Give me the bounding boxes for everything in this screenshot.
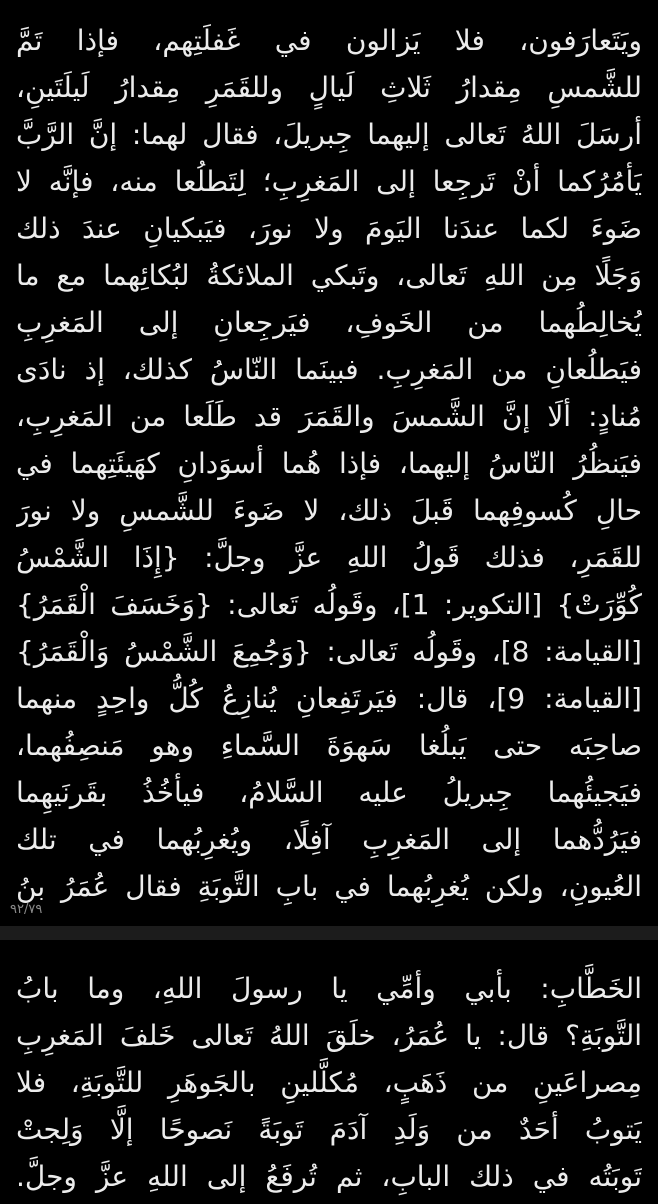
text-line: ويَتَعارَفون، فلا يَزالون في غَفلَتِهم، فإذا تَمَّ (16, 24, 642, 57)
text-line: للشَّمسِ مِقدارُ ثَلاثِ لَيالٍ وللقَمَرِ مِقدارُ لَيلَتَينِ، (16, 71, 642, 104)
text-line: صاحِبَه حتى يَبلُغا سَهوَةَ السَّماءِ وهو مَنصِفُهما، (16, 729, 642, 762)
page-separator (0, 926, 658, 940)
text-line: التَّوبَةِ؟ قال: يا عُمَرُ، خلَقَ اللهُ تَعالى خَلفَ المَغرِبِ (16, 1019, 642, 1052)
text-line: يَأمُرُكما أنْ تَرجِعا إلى المَغرِبِ؛ لِتَطلُعا منه، فإنَّه لا (16, 165, 642, 198)
text-line: كُوِّرَتْ} [التكوير: 1]، وقَولُه تَعالى: {وَخَسَفَ الْقَمَرُ} (16, 588, 642, 621)
text-line: يُخالِطُهما من الخَوفِ، فيَرجِعانِ إلى المَغرِبِ (16, 306, 642, 339)
text-line: العُيونِ، ولكن يُغرِبُهما في بابِ التَّوبَةِ فقال عُمَرُ بنُ (16, 870, 642, 903)
text-line: الخَطَّابِ: بأبي وأمِّي يا رسولَ اللهِ، وما بابُ (16, 972, 642, 1005)
bottom-page[interactable] (0, 940, 658, 1200)
text-line: [القيامة: 8]، وقَولُه تَعالى: {وَجُمِعَ الشَّمْسُ وَالْقَمَرُ} (16, 635, 642, 668)
text-line: للقَمَرِ، فذلك قَولُ اللهِ عزَّ وجلَّ: {إِذَا الشَّمْسُ (16, 541, 642, 574)
text-line: حالِ كُسوفِهما قَبلَ ذلك، لا ضَوءَ للشَّمسِ ولا نورَ (16, 494, 642, 527)
text-line: تَوبَتُه في ذلك البابِ، ثم تُرفَعُ إلى اللهِ عزَّ وجلَّ. (16, 1160, 642, 1193)
text-line: وَجَلًا مِن اللهِ تَعالى، وتَبكي الملائكةُ لبُكائِهما مع ما (16, 259, 642, 292)
text-line: فيَطلُعانِ من المَغرِبِ. فبينَما النّاسُ كذلك، إذ نادَى (16, 353, 642, 386)
page-number: ٩٢/٧٩ (10, 902, 43, 917)
text-line: [القيامة: 9]، قال: فيَرتَفِعانِ يُنازِعُ كُلُّ واحِدٍ منهما (16, 682, 642, 715)
text-line: مِصراعَينِ من ذَهَبٍ، مُكلَّلينِ بالجَوهَرِ للتَّوبَةِ، فلا (16, 1066, 642, 1099)
text-line: فيَنظُرُ النّاسُ إليهما، فإذا هُما أسوَدانِ كهَيئَتِهما في (16, 447, 642, 480)
text-line: يَتوبُ أحَدٌ من وَلَدِ آدَمَ تَوبَةً نَصوحًا إلَّا وَلِجتْ (16, 1113, 642, 1146)
text-line: مُنادٍ: ألَا إنَّ الشَّمسَ والقَمَرَ قد طَلَعا من المَغرِبِ، (16, 400, 642, 433)
text-line: أرسَلَ اللهُ تَعالى إليهما جِبريلَ، فقال لهما: إنَّ الرَّبَّ (16, 118, 642, 151)
text-line: فيَرُدُّهما إلى المَغرِبِ آفِلًا، ويُغرِبُهما في تلك (16, 823, 642, 856)
text-line: فيَجيئُهما جِبريلُ عليه السَّلامُ، فيأخُذُ بقَرنَيهِما (16, 776, 642, 809)
text-line: ضَوءَ لكما عندَنا اليَومَ ولا نورَ، فيَبكيانِ عندَ ذلك (16, 212, 642, 245)
